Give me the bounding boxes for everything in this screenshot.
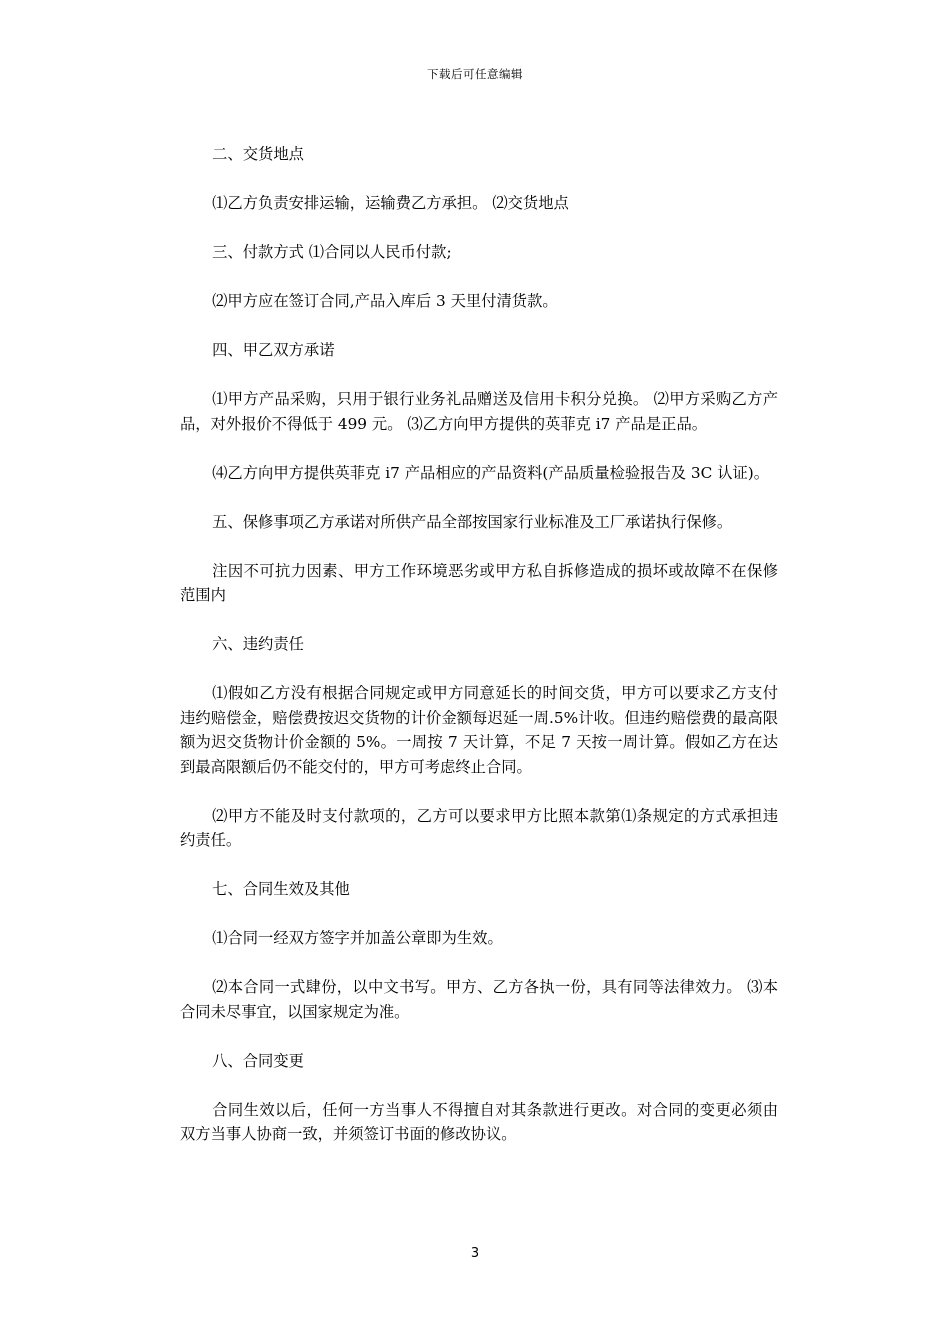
contract-change-clause: 合同生效以后，任何一方当事人不得擅自对其条款进行更改。对合同的变更必须由双方当事人协商一致，并须签订书面的修改协议。	[180, 1100, 778, 1143]
document-body	[180, 142, 778, 1171]
page-number: 3	[470, 1246, 480, 1261]
commitments-heading: 四、甲乙双方承诺	[212, 341, 335, 359]
contract-change-heading: 八、合同变更	[212, 1051, 304, 1070]
effectiveness-clause-2: ⑵本合同一式肆份，以中文书写。甲方、乙方各执一份，具有同等法律效力。 ⑶本合同未尽事宜，以国家规定为准。	[180, 978, 778, 1021]
warranty-heading: 五、保修事项乙方承诺对所供产品全部按国家行业标准及工厂承诺执行保修。	[212, 512, 733, 531]
effectiveness-heading: 七、合同生效及其他	[212, 880, 350, 898]
payment-method-heading: 三、付款方式 ⑴合同以人民币付款;	[212, 243, 452, 261]
payment-clause: ⑵甲方应在签订合同,产品入库后 3 天里付清货款。	[212, 292, 558, 310]
breach-liability-heading: 六、违约责任	[212, 635, 304, 653]
section-delivery-location-heading: 二、交货地点	[212, 145, 304, 163]
effectiveness-clause-1: ⑴合同一经双方签字并加盖公章即为生效。	[212, 929, 503, 947]
commitments-clause-2: ⑷乙方向甲方提供英菲克 i7 产品相应的产品资料(产品质量检验报告及 3C 认证)。	[212, 463, 770, 482]
breach-clause-2: ⑵甲方不能及时支付款项的，乙方可以要求甲方比照本款第⑴条规定的方式承担违约责任。	[180, 806, 778, 849]
warranty-note: 注因不可抗力因素、甲方工作环境恶劣或甲方私自拆修造成的损坏或故障不在保修范围内	[180, 561, 778, 604]
page-header: 下载后可任意编辑	[427, 67, 523, 81]
breach-clause-1: ⑴假如乙方没有根据合同规定或甲方同意延长的时间交货，甲方可以要求乙方支付违约赔偿金，赔偿费按迟交货物的计价金额每迟延一周.5%计收。但违约赔偿费的最高限额为迟交货物计价金额的 5%。一周按 7 天计算，不足 7 天按一周计算。假如乙方在达到最高限额后仍不能交付的，甲方可考虑终止合同。	[180, 684, 778, 776]
commitments-clause-1: ⑴甲方产品采购，只用于银行业务礼品赠送及信用卡积分兑换。 ⑵甲方采购乙方产品，对外报价不得低于 499 元。 ⑶乙方向甲方提供的英菲克 i7 产品是正品。	[180, 390, 778, 433]
delivery-clause: ⑴乙方负责安排运输，运输费乙方承担。 ⑵交货地点	[212, 194, 569, 212]
